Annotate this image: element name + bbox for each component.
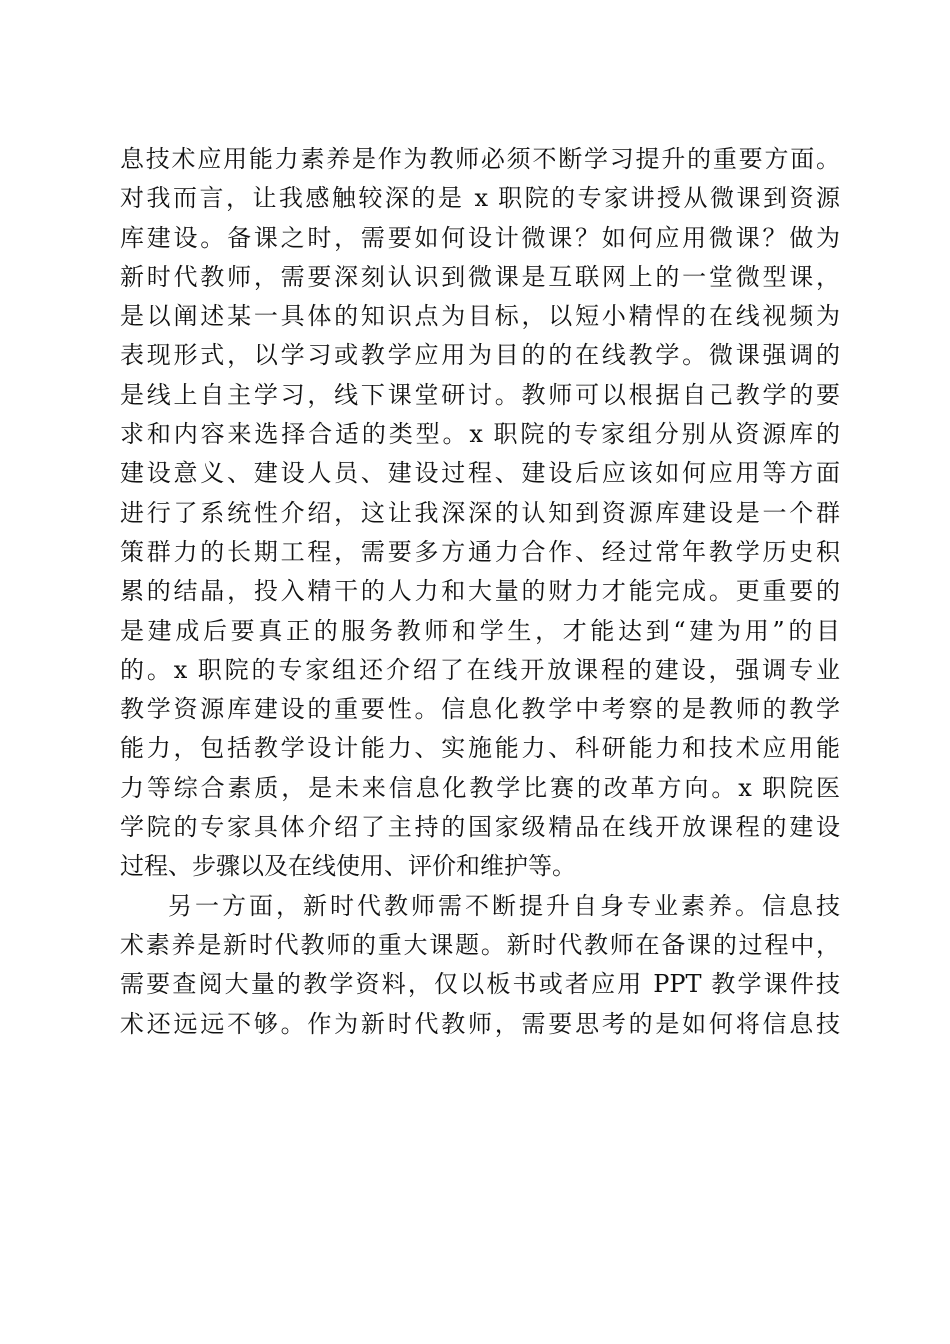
text-line: 累的结晶，投入精干的人力和大量的财力才能完成。更重要的: [120, 577, 840, 606]
text-line: 术还远远不够。作为新时代教师，需要思考的是如何将信息技: [120, 1009, 840, 1038]
text-line: 需要查阅大量的教学资料，仅以板书或者应用 PPT 教学课件技: [120, 970, 840, 999]
text-line: 息技术应用能力素养是作为教师必须不断学习提升的重要方面。: [120, 145, 840, 173]
text-line: 表现形式，以学习或教学应用为目的的在线教学。微课强调的: [120, 341, 840, 370]
text-line: 能力，包括教学设计能力、实施能力、科研能力和技术应用能: [120, 734, 840, 763]
text-line: 新时代教师，需要深刻认识到微课是互联网上的一堂微型课，: [120, 262, 840, 291]
text-line: 是以阐述某一具体的知识点为目标，以短小精悍的在线视频为: [120, 302, 840, 331]
text-line: 另一方面，新时代教师需不断提升自身专业素养。信息技: [168, 891, 840, 920]
paragraph-2: [120, 887, 840, 1044]
text-line: 过程、步骤以及在线使用、评价和维护等。: [120, 852, 576, 881]
text-line: 进行了系统性介绍，这让我深深的认知到资源库建设是一个群: [120, 498, 840, 527]
text-line: 术素养是新时代教师的重大课题。新时代教师在备课的过程中，: [120, 930, 840, 959]
document-body: [120, 140, 840, 1044]
text-line: 是线上自主学习，线下课堂研讨。教师可以根据自己教学的要: [120, 380, 840, 409]
text-line: 对我而言，让我感触较深的是 x 职院的专家讲授从微课到资源: [120, 184, 840, 213]
text-line: 是建成后要真正的服务教师和学生，才能达到“建为用”的目: [120, 616, 840, 645]
paragraph-1: [120, 140, 840, 887]
text-line: 求和内容来选择合适的类型。x 职院的专家组分别从资源库的: [120, 420, 840, 449]
text-line: 建设意义、建设人员、建设过程、建设后应该如何应用等方面: [120, 459, 840, 488]
text-line: 策群力的长期工程，需要多方通力合作、经过常年教学历史积: [120, 537, 840, 566]
text-line: 力等综合素质，是未来信息化教学比赛的改革方向。x 职院医: [120, 773, 840, 802]
text-line: 的。x 职院的专家组还介绍了在线开放课程的建设，强调专业: [120, 655, 840, 684]
text-line: 教学资源库建设的重要性。信息化教学中考察的是教师的教学: [120, 695, 840, 724]
text-line: 学院的专家具体介绍了主持的国家级精品在线开放课程的建设: [120, 813, 840, 842]
text-line: 库建设。备课之时，需要如何设计微课？如何应用微课？做为: [120, 223, 840, 252]
